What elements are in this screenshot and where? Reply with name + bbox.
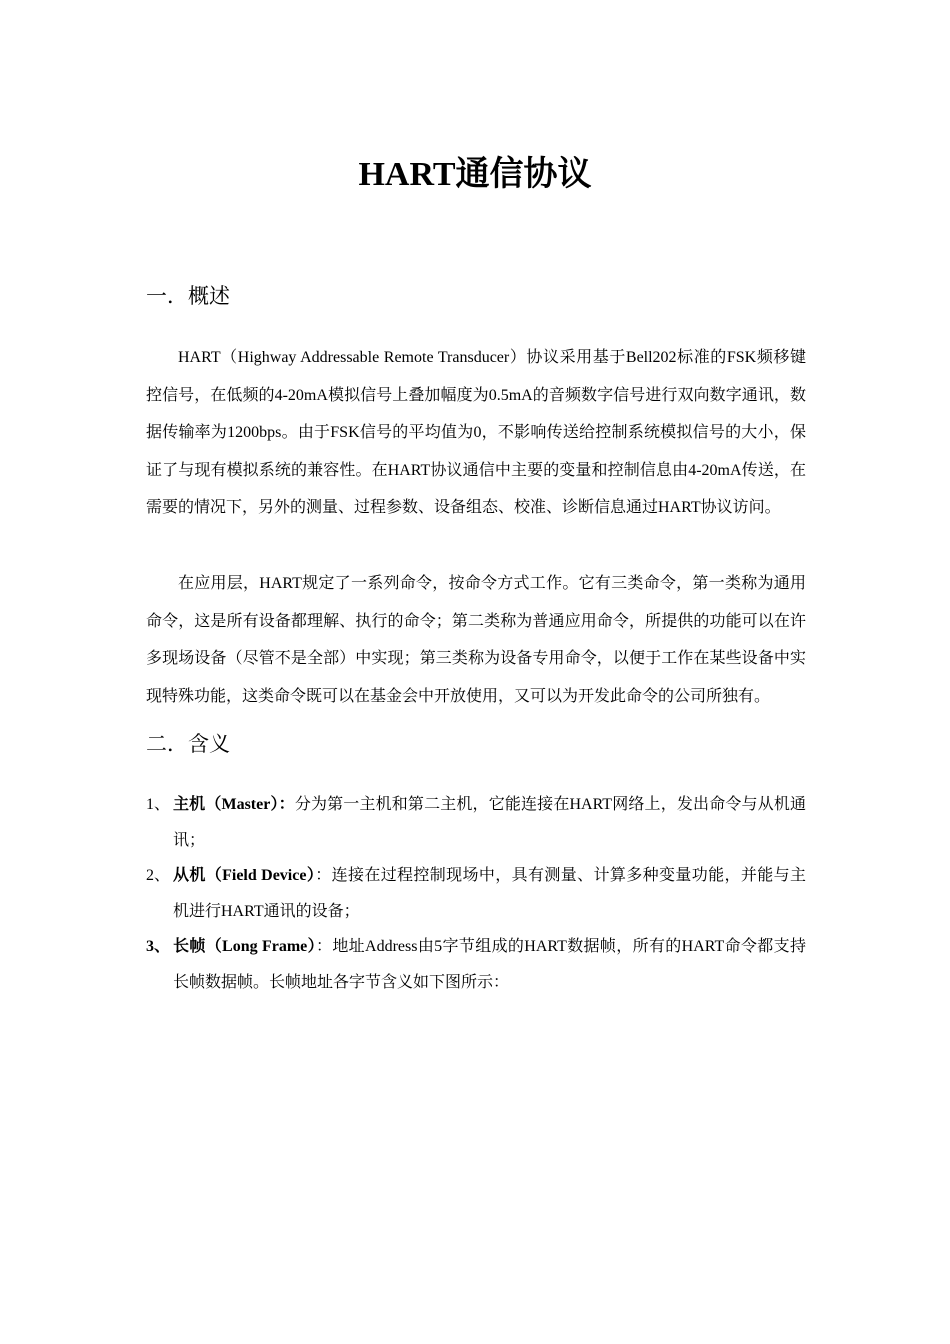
list-item-long-frame	[146, 929, 806, 1000]
paragraph-text: HART（Highway Addressable Remote Transducer）协议采用基于Bell202标准的FSK频移键控信号，在低频的4-20mA模拟信号上叠加幅度为0.5mA的音频数字信号进行双向数字通讯，数据传输率为1200bps。由于FSK信号的平均值为0，不影响传送给控制系统模拟信号的大小，保证了与现有模拟系统的兼容性。在HART协议通信中主要的变量和控制信息由4-20mA传送，在需要的情况下，另外的测量、过程参数、设备组态、校准、诊断信息通过HART协议访问。	[146, 349, 806, 517]
list-item-number: 3、	[146, 938, 171, 955]
term-label: 从机（Field Device）	[173, 867, 316, 884]
overview-paragraph-2	[146, 565, 806, 715]
definition-list	[146, 787, 806, 1000]
section-heading-overview: 一．概述	[146, 284, 230, 308]
term-label: 长帧（Long Frame）	[173, 938, 316, 955]
term-label: 主机（Master）：	[173, 796, 295, 813]
list-item-field-device	[146, 858, 806, 929]
overview-paragraph-1	[146, 339, 806, 527]
paragraph-text: 在应用层，HART规定了一系列命令，按命令方式工作。它有三类命令，第一类称为通用命令，这是所有设备都理解、执行的命令；第二类称为普通应用命令，所提供的功能可以在许多现场设备（尽管不是全部）中实现；第三类称为设备专用命令，以便于工作在某些设备中实现特殊功能，这类命令既可以在基金会中开放使用，又可以为开发此命令的公司所独有。	[146, 575, 806, 705]
list-item-number: 1、	[146, 796, 171, 813]
list-item-number: 2、	[146, 867, 171, 884]
term-definition: ：地址Address由5字节组成的HART数据帧，所有的HART命令都支持长帧数据帧。长帧地址各字节含义如下图所示：	[173, 938, 806, 991]
term-definition: 分为第一主机和第二主机，它能连接在HART网络上，发出命令与从机通讯；	[173, 796, 806, 849]
list-item-master	[146, 787, 806, 858]
document-title: HART通信协议	[358, 156, 592, 193]
term-definition: ：连接在过程控制现场中，具有测量、计算多种变量功能，并能与主机进行HART通讯的设备；	[173, 867, 806, 920]
section-heading-meaning: 二．含义	[146, 732, 230, 756]
